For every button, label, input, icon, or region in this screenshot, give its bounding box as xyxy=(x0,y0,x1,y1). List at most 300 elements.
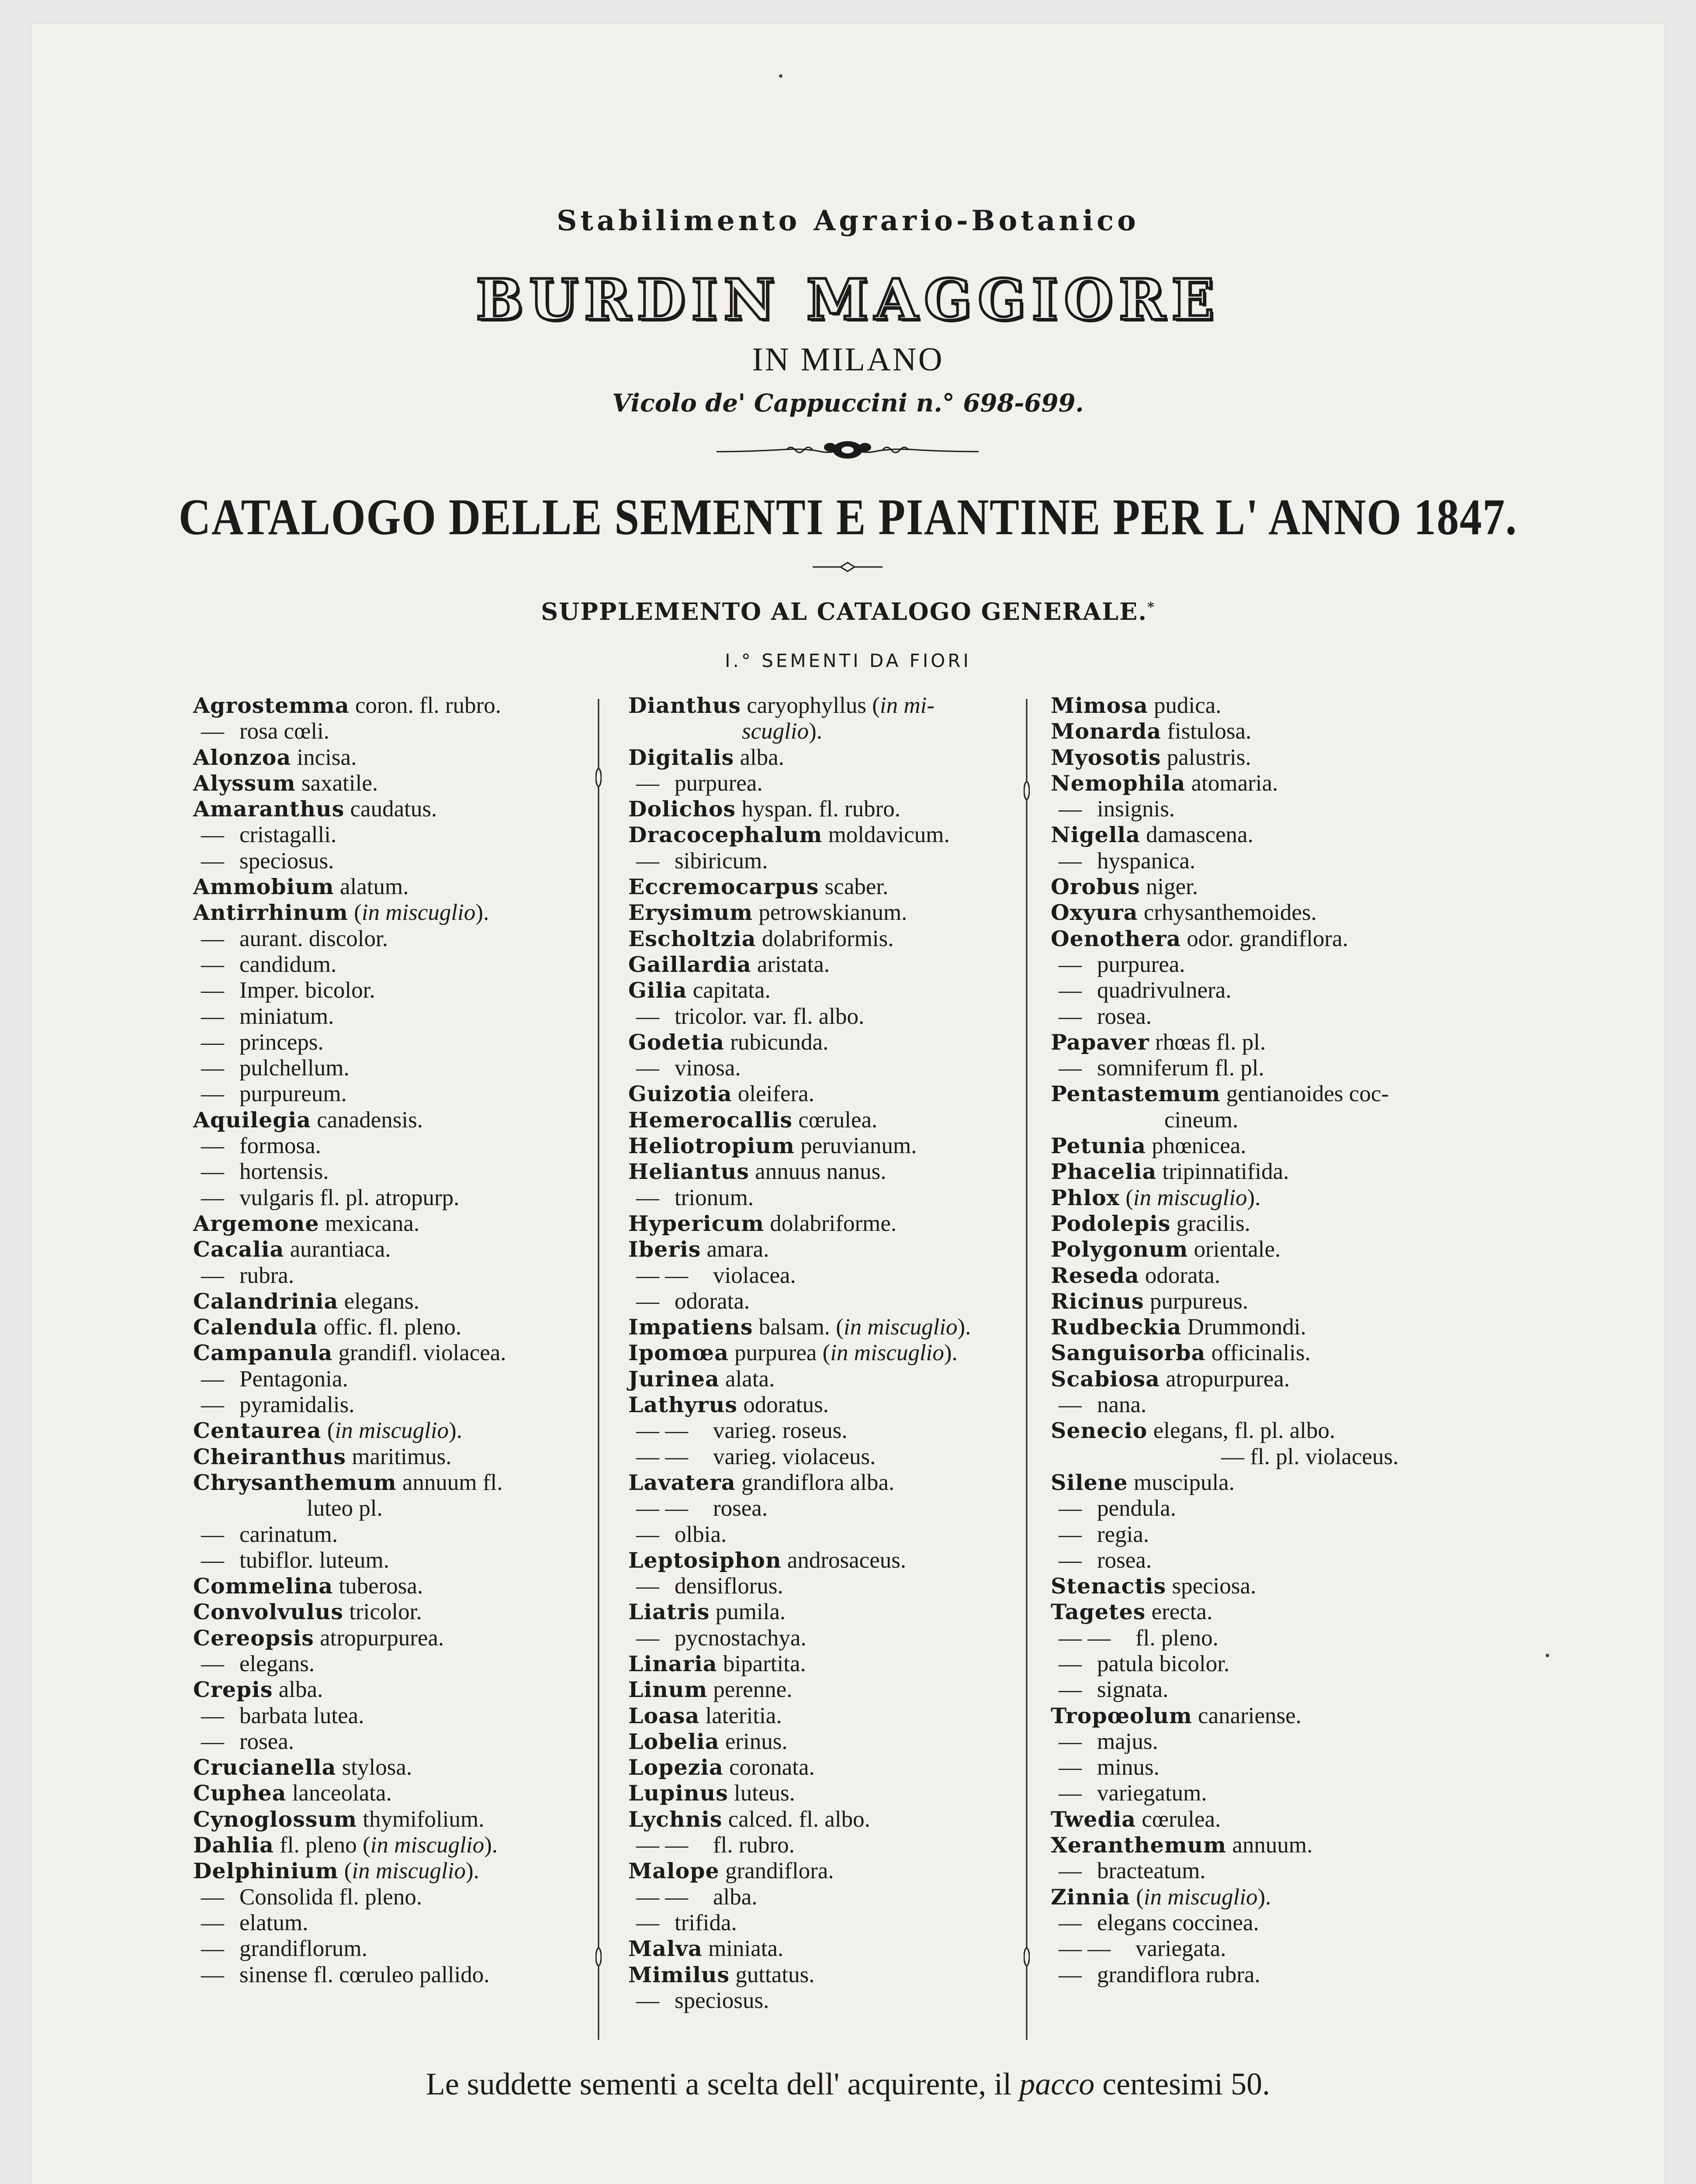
species-text: niger. xyxy=(1140,874,1198,900)
genus-name: Reseda xyxy=(1051,1262,1139,1288)
species-text: miniata. xyxy=(702,1936,784,1962)
ditto-dash: — xyxy=(201,822,224,848)
genus-name: Silene xyxy=(1051,1469,1128,1495)
species-text: perenne. xyxy=(707,1677,793,1703)
species-entry xyxy=(628,874,1035,900)
species-text: rubicunda. xyxy=(724,1029,829,1055)
species-text: ( xyxy=(1130,1884,1144,1910)
species-text: officinalis. xyxy=(1205,1340,1311,1366)
genus-name: Amaranthus xyxy=(193,796,345,822)
species-entry xyxy=(1051,1755,1461,1780)
species-entry xyxy=(628,1392,1035,1418)
ditto-dash: — xyxy=(1059,796,1082,822)
species-entry xyxy=(628,1522,1035,1548)
species-entry xyxy=(628,1366,1035,1392)
species-text: coronata. xyxy=(723,1755,815,1780)
species-entry xyxy=(193,1651,604,1677)
species-text: guttatus. xyxy=(730,1962,815,1987)
genus-name: Mimosa xyxy=(1051,693,1148,718)
species-entry xyxy=(628,1651,1035,1677)
ditto-dash: — — xyxy=(636,1418,689,1444)
genus-name: Sanguisorba xyxy=(1051,1340,1206,1366)
species-text: ( xyxy=(321,1418,335,1444)
italic-note: in miscuglio xyxy=(830,1340,944,1366)
ditto-dash: — xyxy=(1059,978,1082,1003)
species-entry xyxy=(193,719,604,744)
ditto-dash: — xyxy=(1059,1496,1082,1521)
species-entry xyxy=(193,900,604,926)
species-text: nana. xyxy=(1097,1392,1147,1418)
species-entry xyxy=(628,848,1035,874)
species-entry xyxy=(1051,1237,1461,1262)
species-entry xyxy=(193,822,604,848)
italic-note: in miscuglio xyxy=(352,1858,466,1884)
species-text: elegans, fl. pl. albo. xyxy=(1147,1418,1336,1444)
species-text: incisa. xyxy=(291,744,357,770)
species-entry xyxy=(1051,1004,1461,1030)
ditto-dash: — xyxy=(1059,1962,1082,1987)
species-entry xyxy=(1051,719,1461,744)
genus-name: Impatiens xyxy=(628,1314,753,1340)
species-entry xyxy=(1051,848,1461,874)
ditto-dash: — xyxy=(201,978,224,1003)
species-text: patula bicolor. xyxy=(1097,1651,1230,1676)
species-entry xyxy=(193,693,604,719)
species-text: rosea. xyxy=(239,1728,294,1754)
species-text: insignis. xyxy=(1097,796,1175,822)
species-text: petrowskianum. xyxy=(753,900,907,926)
species-entry xyxy=(193,1884,604,1910)
species-text: cristagalli. xyxy=(239,822,337,848)
species-text: pycnostachya. xyxy=(675,1625,806,1651)
species-text: palustris. xyxy=(1161,744,1251,770)
ditto-dash: — xyxy=(201,1703,224,1728)
species-entry xyxy=(193,1107,604,1133)
ditto-dash: — xyxy=(201,926,224,951)
species-text: rosea. xyxy=(1097,1003,1152,1029)
species-text: luteus. xyxy=(728,1780,795,1806)
species-text: fl. pleno ( xyxy=(273,1832,370,1858)
species-text: purpurea. xyxy=(1097,951,1185,977)
species-entry xyxy=(628,796,1035,822)
species-entry xyxy=(193,1625,604,1651)
species-text: damascena. xyxy=(1140,822,1253,848)
ditto-dash: — xyxy=(1059,1521,1082,1547)
species-text: ). xyxy=(465,1858,479,1884)
genus-name: Aquilegia xyxy=(193,1107,311,1133)
species-entry xyxy=(193,1185,604,1211)
species-entry xyxy=(193,1133,604,1159)
species-entry xyxy=(193,848,604,874)
continuation-text: luteo pl. xyxy=(307,1496,383,1521)
genus-name: Jurinea xyxy=(628,1366,720,1392)
genus-name: Dahlia xyxy=(193,1832,274,1858)
species-text: varieg. roseus. xyxy=(713,1418,848,1444)
species-text: carinatum. xyxy=(239,1521,338,1547)
species-entry xyxy=(1051,796,1461,822)
ditto-dash: — xyxy=(636,1910,659,1935)
species-text: ). xyxy=(809,719,823,744)
ditto-dash: — xyxy=(1059,1651,1082,1676)
species-entry xyxy=(193,1237,604,1262)
species-text: grandifl. violacea. xyxy=(332,1340,506,1366)
flourish-ornament xyxy=(712,437,983,463)
species-entry xyxy=(628,1237,1035,1262)
ditto-dash: — xyxy=(1059,1780,1082,1806)
genus-name: Cereopsis xyxy=(193,1625,314,1651)
species-entry xyxy=(1051,1159,1461,1185)
species-text: somniferum fl. pl. xyxy=(1097,1055,1264,1081)
species-text: ). xyxy=(449,1418,462,1444)
genus-name: Eccremocarpus xyxy=(628,874,819,900)
species-entry xyxy=(193,1340,604,1366)
genus-name: Linaria xyxy=(628,1651,717,1676)
species-entry xyxy=(193,1314,604,1340)
species-entry xyxy=(628,1884,1035,1910)
italic-note: in mi- xyxy=(879,693,935,718)
species-text: fistulosa. xyxy=(1161,719,1252,744)
species-text: elegans. xyxy=(239,1651,315,1676)
species-text: aristata. xyxy=(751,951,830,977)
species-entry xyxy=(193,1444,604,1470)
species-entry xyxy=(1051,1599,1461,1625)
species-entry xyxy=(1051,1573,1461,1599)
genus-name: Gaillardia xyxy=(628,951,751,977)
species-entry xyxy=(628,771,1035,796)
genus-name: Centaurea xyxy=(193,1418,322,1444)
species-text: quadrivulnera. xyxy=(1097,978,1232,1003)
ditto-dash: — xyxy=(201,719,224,744)
species-entry xyxy=(193,1858,604,1884)
species-entry xyxy=(1051,1340,1461,1366)
species-text: gentianoides coc- xyxy=(1220,1081,1389,1107)
species-text: purpurea ( xyxy=(728,1340,831,1366)
species-entry xyxy=(1051,874,1461,900)
genus-name: Papaver xyxy=(1051,1029,1149,1055)
genus-name: Zinnia xyxy=(1051,1884,1130,1910)
species-entry xyxy=(193,1729,604,1755)
species-entry xyxy=(628,1081,1035,1107)
genus-name: Campanula xyxy=(193,1340,333,1366)
ditto-dash: — xyxy=(1059,1728,1082,1754)
species-entry xyxy=(1051,1185,1461,1211)
ditto-dash: — xyxy=(636,1625,659,1651)
species-entry xyxy=(628,1289,1035,1314)
species-entry xyxy=(628,1936,1035,1962)
ditto-dash: — xyxy=(1059,1003,1082,1029)
genus-name: Orobus xyxy=(1051,874,1140,900)
species-entry xyxy=(628,1418,1035,1444)
species-entry xyxy=(1051,1289,1461,1314)
genus-name: Lobelia xyxy=(628,1728,720,1754)
genus-name: Dolichos xyxy=(628,796,736,822)
species-text: peruvianum. xyxy=(794,1133,917,1159)
species-text: Drummondi. xyxy=(1181,1314,1306,1340)
species-entry xyxy=(193,1936,604,1962)
genus-name: Malva xyxy=(628,1936,703,1962)
species-entry xyxy=(1051,1677,1461,1703)
genus-name: Linum xyxy=(628,1677,708,1703)
species-entry xyxy=(628,1755,1035,1780)
species-entry xyxy=(193,1030,604,1055)
species-text: Consolida fl. pleno. xyxy=(239,1884,422,1910)
genus-name: Lopezia xyxy=(628,1755,723,1780)
species-text: cœrulea. xyxy=(1136,1806,1221,1832)
firm-name: BURDIN MAGGIORE xyxy=(476,267,1220,333)
species-text: ). xyxy=(957,1314,971,1340)
species-entry xyxy=(193,1496,604,1521)
species-text: hyspanica. xyxy=(1097,848,1196,874)
genus-name: Phlox xyxy=(1051,1185,1120,1210)
species-entry xyxy=(1051,1107,1461,1133)
species-entry xyxy=(1051,1651,1461,1677)
species-text: hyspan. fl. rubro. xyxy=(736,796,900,822)
ditto-dash: — — xyxy=(636,1444,689,1469)
species-text: calced. fl. albo. xyxy=(722,1806,870,1832)
ditto-dash: — — xyxy=(636,1884,689,1910)
species-text: grandiflorum. xyxy=(239,1936,367,1962)
genus-name: Liatris xyxy=(628,1599,710,1625)
genus-name: Dracocephalum xyxy=(628,822,823,848)
species-entry xyxy=(193,1211,604,1237)
species-column-2 xyxy=(628,693,1035,2014)
genus-name: Phacelia xyxy=(1051,1159,1157,1185)
species-entry xyxy=(193,1263,604,1289)
species-text: odorata. xyxy=(675,1288,750,1314)
species-entry xyxy=(193,1470,604,1496)
species-text: odorata. xyxy=(1139,1262,1221,1288)
species-text: varieg. violaceus. xyxy=(713,1444,876,1469)
species-text: grandiflora alba. xyxy=(735,1469,895,1495)
species-text: canadensis. xyxy=(311,1107,423,1133)
supplement-heading: SUPPLEMENTO AL CATALOGO GENERALE.* xyxy=(541,598,1155,625)
species-entry xyxy=(1051,1625,1461,1651)
species-text: barbata lutea. xyxy=(239,1703,364,1728)
species-text: pendula. xyxy=(1097,1496,1177,1521)
species-text: tripinnatifida. xyxy=(1156,1159,1289,1185)
species-entry xyxy=(193,1418,604,1444)
species-entry xyxy=(1051,745,1461,771)
species-text: bipartita. xyxy=(717,1651,806,1676)
italic-note: in miscuglio xyxy=(370,1832,485,1858)
genus-name: Agrostemma xyxy=(193,693,350,718)
genus-name: Nigella xyxy=(1051,822,1140,848)
ditto-dash: — xyxy=(201,1055,224,1081)
species-text: tricolor. xyxy=(343,1599,422,1625)
species-entry xyxy=(1051,1858,1461,1884)
species-text: vinosa. xyxy=(675,1055,741,1081)
species-text: Pentagonia. xyxy=(239,1366,348,1392)
species-entry xyxy=(1051,1807,1461,1832)
ditto-dash: — xyxy=(201,1392,224,1418)
species-text: annuum fl. xyxy=(396,1469,503,1495)
ditto-dash: — xyxy=(201,1262,224,1288)
genus-name: Twedia xyxy=(1051,1806,1136,1832)
genus-name: Senecio xyxy=(1051,1418,1148,1444)
ditto-dash: — xyxy=(636,1185,659,1210)
continuation-text: cineum. xyxy=(1164,1107,1239,1133)
species-text: ( xyxy=(338,1858,352,1884)
species-text: tuberosa. xyxy=(333,1573,423,1599)
species-entry xyxy=(193,1081,604,1107)
ditto-dash: — xyxy=(1059,1677,1082,1703)
species-text: pudica. xyxy=(1148,693,1222,718)
species-entry xyxy=(193,1055,604,1081)
species-entry xyxy=(1051,1392,1461,1418)
species-text: variegata. xyxy=(1135,1936,1226,1962)
genus-name: Cheiranthus xyxy=(193,1444,346,1469)
species-entry xyxy=(193,1392,604,1418)
species-text: annuum. xyxy=(1226,1832,1313,1858)
species-entry xyxy=(1051,1936,1461,1962)
genus-name: Pentastemum xyxy=(1051,1081,1221,1107)
ditto-dash: — xyxy=(636,1573,659,1599)
species-text: regia. xyxy=(1097,1521,1149,1547)
species-text: atropurpurea. xyxy=(314,1625,444,1651)
species-entry xyxy=(628,1470,1035,1496)
species-entry xyxy=(628,745,1035,771)
species-text: dolabriformis. xyxy=(756,926,894,951)
ditto-dash: — xyxy=(1059,951,1082,977)
genus-name: Chrysanthemum xyxy=(193,1469,397,1495)
species-text: candidum. xyxy=(239,951,337,977)
genus-name: Gilia xyxy=(628,978,687,1003)
species-text: densiflorus. xyxy=(675,1573,783,1599)
species-entry xyxy=(628,1988,1035,2014)
species-text: variegatum. xyxy=(1097,1780,1207,1806)
genus-name: Scabiosa xyxy=(1051,1366,1160,1392)
genus-name: Ipomœa xyxy=(628,1340,729,1366)
species-text: rosea. xyxy=(1097,1547,1152,1573)
species-entry xyxy=(1051,771,1461,796)
species-text: princeps. xyxy=(239,1029,324,1055)
species-entry xyxy=(628,900,1035,926)
species-entry xyxy=(193,1910,604,1936)
species-text: sinense fl. cœruleo pallido. xyxy=(239,1962,490,1987)
species-column-3 xyxy=(1051,693,1461,1988)
species-text: ( xyxy=(1119,1185,1133,1210)
ditto-dash: — xyxy=(636,1521,659,1547)
species-entry xyxy=(193,1573,604,1599)
species-entry xyxy=(1051,1496,1461,1521)
establishment-heading: Stabilimento Agrario-Botanico xyxy=(557,204,1139,237)
species-text: pumila. xyxy=(710,1599,786,1625)
species-text: muscipula. xyxy=(1128,1469,1235,1495)
species-entry xyxy=(628,1314,1035,1340)
species-text: pyramidalis. xyxy=(239,1392,355,1418)
genus-name: Lychnis xyxy=(628,1806,723,1832)
species-text: thymifolium. xyxy=(357,1806,485,1832)
ditto-dash: — xyxy=(1059,1910,1082,1935)
genus-name: Ricinus xyxy=(1051,1288,1144,1314)
species-entry xyxy=(193,874,604,900)
species-text: canariense. xyxy=(1192,1703,1301,1728)
species-entry xyxy=(193,1366,604,1392)
species-entry xyxy=(193,1289,604,1314)
species-entry xyxy=(628,1832,1035,1858)
species-entry xyxy=(1051,1884,1461,1910)
species-entry xyxy=(1051,822,1461,848)
ditto-dash: — xyxy=(1059,1547,1082,1573)
species-text: rhœas fl. pl. xyxy=(1149,1029,1266,1055)
species-text: aurantiaca. xyxy=(284,1237,391,1262)
species-text: tubiflor. luteum. xyxy=(239,1547,389,1573)
genus-name: Hemerocallis xyxy=(628,1107,793,1133)
species-text: alba. xyxy=(273,1677,323,1703)
genus-name: Antirrhinum xyxy=(193,900,348,926)
species-entry xyxy=(1051,1548,1461,1573)
species-text: lanceolata. xyxy=(286,1780,392,1806)
ditto-dash: — xyxy=(201,1962,224,1987)
species-text: balsam. ( xyxy=(753,1314,844,1340)
species-entry xyxy=(628,1548,1035,1573)
genus-name: Mimilus xyxy=(628,1962,730,1987)
species-text: saxatile. xyxy=(295,770,378,796)
species-entry xyxy=(628,1677,1035,1703)
species-text: trionum. xyxy=(675,1185,754,1210)
genus-name: Ammobium xyxy=(193,874,334,900)
genus-name: Podolepis xyxy=(1051,1210,1171,1236)
species-text: stylosa. xyxy=(336,1755,412,1780)
species-text: alata. xyxy=(719,1366,775,1392)
species-entry xyxy=(1051,1263,1461,1289)
species-text: sibiricum. xyxy=(675,848,768,874)
species-text: fl. pleno. xyxy=(1135,1625,1218,1651)
italic-note: in miscuglio xyxy=(361,900,476,926)
species-entry xyxy=(628,1107,1035,1133)
species-text: tricolor. var. fl. albo. xyxy=(675,1003,865,1029)
species-entry xyxy=(628,1962,1035,1988)
species-entry xyxy=(628,1185,1035,1211)
species-text: androsaceus. xyxy=(781,1547,907,1573)
italic-note: in miscuglio xyxy=(1143,1884,1258,1910)
ink-speck xyxy=(1546,1654,1549,1657)
ditto-dash: — xyxy=(636,770,659,796)
ditto-dash: — xyxy=(201,1159,224,1185)
species-text: caudatus. xyxy=(344,796,437,822)
genus-name: Alonzoa xyxy=(193,744,291,770)
species-entry xyxy=(1051,978,1461,1003)
species-entry xyxy=(193,1832,604,1858)
species-text: rubra. xyxy=(239,1262,294,1288)
species-text: gracilis. xyxy=(1170,1210,1250,1236)
genus-name: Crucianella xyxy=(193,1755,336,1780)
genus-name: Dianthus xyxy=(628,693,741,718)
species-text: Imper. bicolor. xyxy=(239,978,375,1003)
species-text: capitata. xyxy=(687,978,771,1003)
ditto-dash: — xyxy=(201,1081,224,1107)
genus-name: Polygonum xyxy=(1051,1237,1188,1262)
ditto-dash: — xyxy=(201,1884,224,1910)
species-entry xyxy=(193,952,604,978)
species-entry xyxy=(193,926,604,952)
ditto-dash: — xyxy=(201,1521,224,1547)
species-entry xyxy=(628,1703,1035,1729)
species-entry xyxy=(193,796,604,822)
genus-name: Monarda xyxy=(1051,719,1162,744)
column-rule-right xyxy=(1024,699,1030,2040)
species-text: odoratus. xyxy=(737,1392,829,1418)
genus-name: Cynoglossum xyxy=(193,1806,357,1832)
genus-name: Argemone xyxy=(193,1210,319,1236)
species-entry xyxy=(628,1055,1035,1081)
genus-name: Delphinium xyxy=(193,1858,339,1884)
address-line: Vicolo de' Cappuccini n.° 698-699. xyxy=(612,389,1084,418)
genus-name: Petunia xyxy=(1051,1133,1146,1159)
genus-name: Heliantus xyxy=(628,1159,749,1185)
species-text: signata. xyxy=(1097,1677,1169,1703)
ditto-dash: — xyxy=(201,1185,224,1210)
